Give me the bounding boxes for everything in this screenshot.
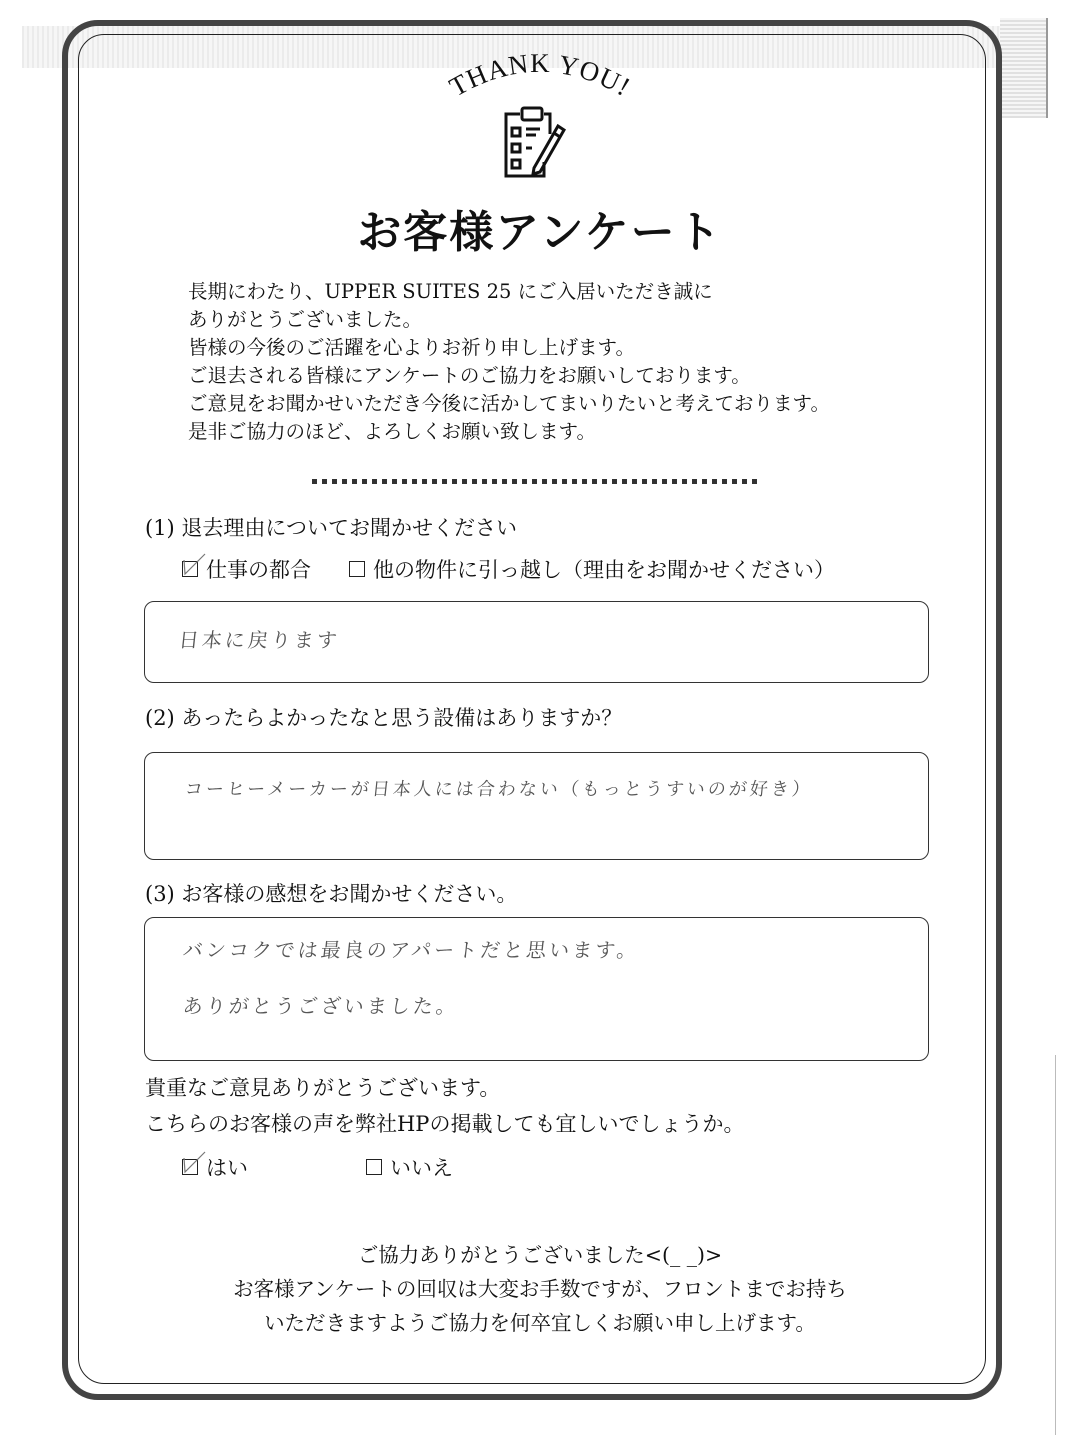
option-yes-label: はい xyxy=(206,1156,248,1180)
consent-question: こちらのお客様の声を弊社HPの掲載しても宜しいでしょうか。 xyxy=(145,1112,745,1136)
footer-line: ご協力ありがとうございました<(_ _)> xyxy=(357,1243,723,1267)
intro-line: 皆様の今後のご活躍を心よりお祈り申し上げます。 xyxy=(188,336,635,359)
svg-text:THANK YOU!: THANK YOU! xyxy=(444,47,636,103)
checkmark-icon xyxy=(179,552,209,580)
intro-text xyxy=(188,278,888,446)
question-1-options xyxy=(182,554,835,584)
checkbox-no[interactable] xyxy=(366,1159,382,1175)
option-work[interactable] xyxy=(182,554,311,584)
option-moving[interactable] xyxy=(349,554,835,584)
intro-line: ありがとうございました。 xyxy=(188,308,423,331)
scan-shading-right xyxy=(1000,18,1048,118)
dotted-divider xyxy=(312,479,762,484)
question-2-label: (2) あったらよかったなと思う設備はありますか？ xyxy=(145,706,623,730)
option-no-label: いいえ xyxy=(390,1156,453,1180)
footer-line: いただきますようご協力を何卒宜しくお願い申し上げます。 xyxy=(264,1311,816,1335)
consent-options xyxy=(182,1152,453,1182)
question-3-label: (3) お客様の感想をお聞かせください。 xyxy=(145,882,518,906)
intro-line: 是非ご協力のほど、よろしくお願い致します。 xyxy=(188,420,596,443)
option-no[interactable] xyxy=(366,1152,453,1182)
checkbox-moving[interactable] xyxy=(349,561,365,577)
checkmark-icon xyxy=(179,1150,209,1178)
answer-box-1[interactable] xyxy=(144,601,929,683)
option-work-label: 仕事の都合 xyxy=(206,558,311,582)
option-moving-label: 他の物件に引っ越し（理由をお聞かせください） xyxy=(373,558,835,582)
footer-line: お客様アンケートの回収は大変お手数ですが、フロントまでお持ち xyxy=(233,1277,847,1301)
handwritten-answer: 日本に戻ります xyxy=(177,628,342,652)
answer-box-2[interactable] xyxy=(144,752,929,860)
handwritten-answer: コーヒーメーカーが日本人には合わない（もっとうすいのが好き） xyxy=(183,779,814,800)
option-yes[interactable] xyxy=(182,1152,248,1182)
page-title: お客様アンケート xyxy=(357,207,723,258)
clipboard-checklist-icon xyxy=(498,104,570,180)
handwritten-answer: ありがとうございました。 xyxy=(181,994,461,1018)
checkbox-work[interactable] xyxy=(182,561,198,577)
consent-thanks: 貴重なご意見ありがとうございます。 xyxy=(145,1076,501,1100)
checkbox-yes[interactable] xyxy=(182,1159,198,1175)
intro-line: ご退去される皆様にアンケートのご協力をお願いしております。 xyxy=(188,364,751,387)
question-1-label: (1) 退去理由についてお聞かせください xyxy=(145,516,518,540)
intro-line: 長期にわたり、UPPER SUITES 25 にご入居いただき誠に xyxy=(188,280,713,303)
answer-box-3[interactable] xyxy=(144,917,929,1061)
footer-text xyxy=(0,1238,1080,1340)
handwritten-answer: バンコクでは最良のアパートだと思います。 xyxy=(181,938,641,962)
intro-line: ご意見をお聞かせいただき今後に活かしてまいりたいと考えております。 xyxy=(188,392,830,415)
